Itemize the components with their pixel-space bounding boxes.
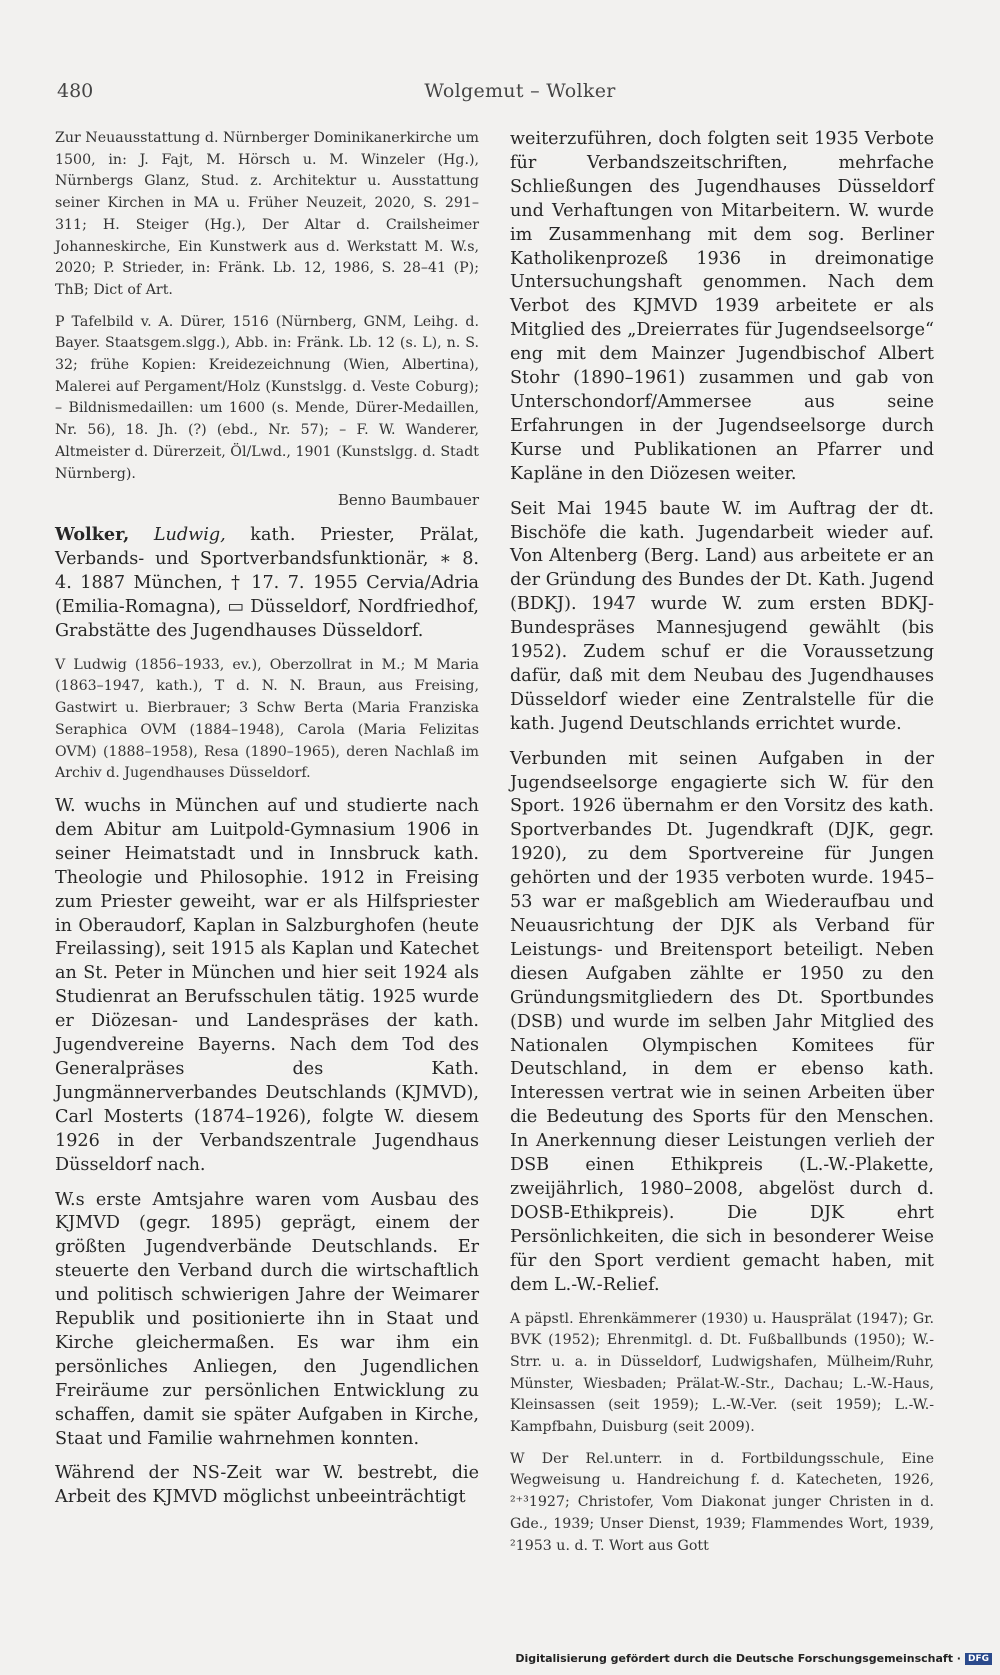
running-title: Wolgemut – Wolker [424,80,616,102]
entry-lemma [55,523,479,644]
lemma-name: Wolker, [55,524,130,546]
portraits-section: P Tafelbild v. A. Dürer, 1516 (Nürnberg, GNM, Leihg. d. Bayer. Staatsgem.slgg.), Abb. in: Fränk. Lb. 12 (s. L), n. S. 32; frühe Kopien: Kreidezeichnung (Wien, Albertina), Malerei auf Pergament/Holz (Kunstslgg. d. Veste Coburg); – Bildnismedaillen: um 1600 (s. Mende, Dürer-Medaillen, Nr. 56), 18. Jh. (?) (ebd., Nr. 57); – F. W. Wanderer, Altmeister d. Dürerzeit, Öl/Lwd., 1901 (Kunstslgg. d. Stadt Nürnberg). [55,313,479,482]
works-section: W Der Rel.unterr. in d. Fortbildungsschule, Eine Wegweisung u. Handreichung f. d. Katecheten, 1926, ²⁺³1927; Christofer, Vom Diakonat junger Christen in d. Gde., 1939; Unser Dienst, 1939; Flammendes Wort, 1939, ²1953 u. d. T. Wort aus Gott [510,1450,934,1554]
dfg-logo-icon: DFG [965,1653,992,1665]
body-paragraph: W.s erste Amtsjahre waren vom Ausbau des KJMVD (gegr. 1895) geprägt, einem der größten Jugendverbände Deutschlands. Er steuerte den Verband durch die wirtschaftlich und politisch schwierigen Jahre der Weimarer Republik und positionierte ihn in Staat und Kirche gleichermaßen. Es war ihm ein persönliches Anliegen, den Jugendlichen Freiräume zur persönlichen Entwicklung zu schaffen, damit sie später Aufgaben in Kirche, Staat und Familie wahrnehmen konnten. [55,1189,479,1449]
literature-continued: Zur Neuausstattung d. Nürnberger Dominikanerkirche um 1500, in: J. Fajt, M. Hörsch u. M. Winzeler (Hg.), Nürnbergs Glanz, Stud. z. Architektur u. Ausstattung seiner Kirchen in MA u. Früher Neuzeit, 2020, S. 291–311; H. Steiger (Hg.), Der Altar d. Crailsheimer Johanneskirche, Ein Kunstwerk aus d. Werkstatt M. W.s, 2020; P. Strieder, in: Fränk. Lb. 12, 1986, S. 28–41 (P); ThB; Dict of Art. [55,130,479,298]
genealogy-section: V Ludwig (1856–1933, ev.), Oberzollrat in M.; M Maria (1863–1947, kath.), T d. N. N. Braun, aus Freising, Gastwirt u. Bierbrauer; 3 Schw Berta (Maria Franziska Seraphica OVM (1884–1948), Carola (Maria Felizitas OVM) (1888–1958), Resa (1890–1965), deren Nachlaß im Archiv d. Jugendhauses Düsseldorf. [55,656,479,782]
left-column [55,128,479,1521]
right-column [510,128,934,1567]
footer-text: Digitalisierung gefördert durch die Deutsche Forschungsgemeinschaft · [515,1652,961,1665]
author-signature: Benno Baumbauer [337,491,479,510]
digitization-footer [515,1652,992,1665]
body-paragraph: W. wuchs in München auf und studierte nach dem Abitur am Luitpold-Gymnasium 1906 in seiner Heimatstadt und in Innsbruck kath. Theologie und Philosophie. 1912 in Freising zum Priester geweiht, war er als Hilfspriester in Oberaudorf, Kaplan in Salzburghofen (heute Freilassing), seit 1915 als Kaplan und Katechet an St. Peter in München und hier seit 1924 als Studienrat an Berufsschulen tätig. 1925 wurde er Diözesan- und Landespräses der kath. Jugendvereine Bayerns. Nach dem Tod des Generalpräses des Kath. Jungmännerverbandes Deutschlands (KJMVD), Carl Mosterts (1874–1926), folgte W. diesem 1926 in der Verbandszentrale Jugendhaus Düsseldorf nach. [55,796,479,1175]
body-paragraph: Seit Mai 1945 baute W. im Auftrag der dt. Bischöfe die kath. Jugendarbeit wieder auf. Von Altenberg (Berg. Land) aus arbeitete er an der Gründung des Bundes der Dt. Kath. Jugend (BDKJ). 1947 wurde W. zum ersten BDKJ-Bundespräses Mannesjugend gewählt (bis 1952). Zudem schuf er die Voraussetzung dafür, daß mit dem Neubau des Jugendhauses Düsseldorf wieder eine Zentralstelle für die kath. Jugend Deutschlands errichtet wurde. [510,498,934,734]
lemma-first-name: Ludwig, [153,525,226,546]
page-number: 480 [57,80,94,102]
body-paragraph: weiterzuführen, doch folgten seit 1935 Verbote für Verbandszeitschriften, mehrfache Schließungen des Jugendhauses Düsseldorf und Verhaftungen von Mitarbeitern. W. wurde im Zusammenhang mit dem sog. Berliner Katholikenprozeß 1936 in dreimonatige Untersuchungshaft genommen. Nach dem Verbot des KJMVD 1939 arbeitete er als Mitglied des „Dreierrates für Jugendseelsorge“ eng mit dem Mainzer Jugendbischof Albert Stohr (1890–1961) zusammen und gab von Unterschondorf/Ammersee aus seine Erfahrungen in der Jugendseelsorge durch Kurse und Publikationen an Pfarrer und Kapläne in den Diözesen weiter. [510,129,934,484]
body-paragraph: Während der NS-Zeit war W. bestrebt, die Arbeit des KJMVD möglichst unbeeinträchtigt [55,1463,479,1508]
body-paragraph: Verbunden mit seinen Aufgaben in der Jugendseelsorge engagierte sich W. für den Sport. 1926 übernahm er den Vorsitz des kath. Sportverbandes Dt. Jugendkraft (DJK, gegr. 1920), zu dem Sportvereine für Jungen gehörten und der 1935 verboten wurde. 1945–53 war er maßgeblich am Wiederaufbau und Neuausrichtung der DJK als Verband für Leistungs- und Breitensport beteiligt. Neben diesen Aufgaben zählte er 1950 zu den Gründungsmitgliedern des Dt. Sportbundes (DSB) und wurde im selben Jahr Mitglied des Nationalen Olympischen Komitees für Deutschland, in dem er ebenso kath. Interessen vertrat wie in seinen Arbeiten über die Bedeutung des Sports für den Menschen. In Anerkennung dieser Leistungen verlieh der DSB einen Ethikpreis (L.-W.-Plakette, zweijährlich, 1980–2008, abgelöst durch d. DOSB-Ethikpreis). Die DJK ehrt Persönlichkeiten, die sich in besonderer Weise für den Sport verdient gemacht haben, mit dem L.-W.-Relief. [510,748,934,1295]
lemma-description: kath. Priester, Prälat, Verbands- und Sportverbandsfunktionär, ∗ 8. 4. 1887 München, † 17. 7. 1955 Cervia/Adria (Emilia-Romagna), ▭ Düsseldorf, Nordfriedhof, Grabstätte des Jugendhauses Düsseldorf. [55,525,480,641]
honors-section: A päpstl. Ehrenkämmerer (1930) u. Hausprälat (1947); Gr. BVK (1952); Ehrenmitgl. d. Dt. Fußballbunds (1950); W.-Strr. u. a. in Düsseldorf, Ludwigshafen, Mülheim/Ruhr, Münster, Wiesbaden; Prälat-W.-Str., Dachau; L.-W.-Haus, Kleinsassen (seit 1959); L.-W.-Ver. (seit 1959); L.-W.-Kampfbahn, Duisburg (seit 2009). [510,1310,934,1436]
